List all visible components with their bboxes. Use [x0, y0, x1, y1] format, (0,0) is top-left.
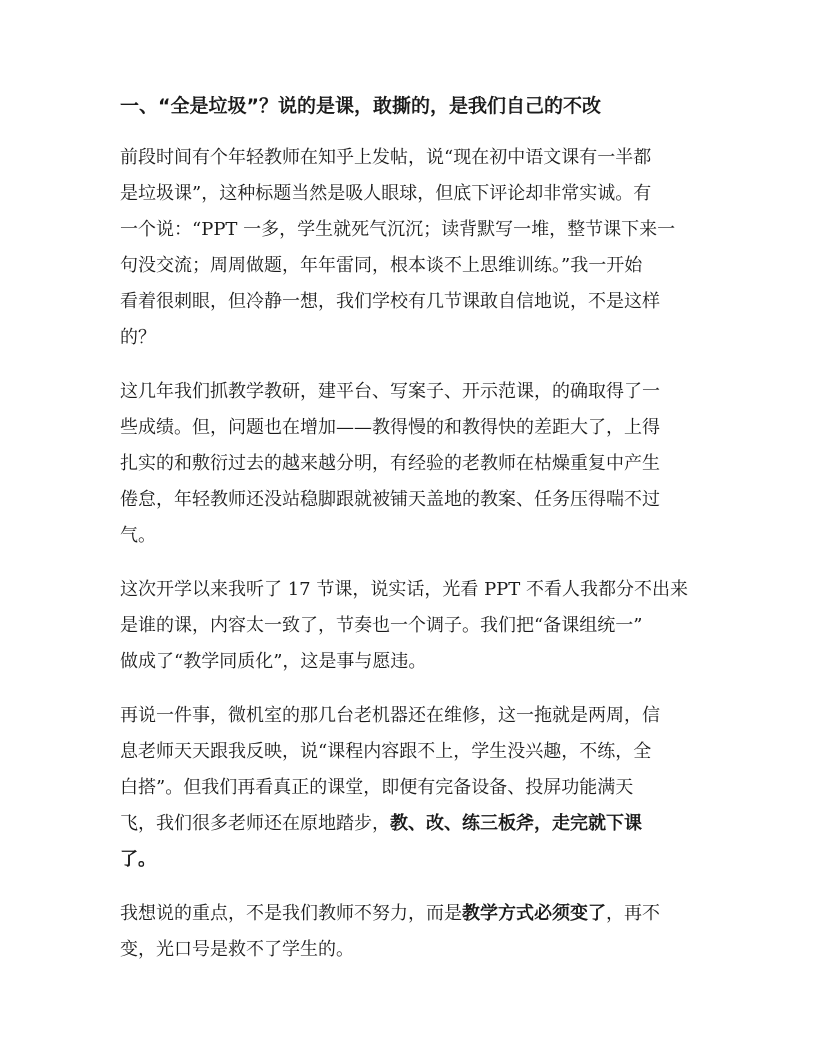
paragraph-2 — [120, 374, 700, 554]
paragraph-5 — [120, 896, 700, 968]
paragraph-line: 的？ — [120, 327, 156, 348]
paragraph-line: 这几年我们抓教学教研，建平台、写案子、开示范课，的确取得了一 — [120, 381, 660, 402]
paragraph-line: 变，光口号是救不了学生的。 — [120, 939, 354, 960]
paragraph-line: 气。 — [120, 525, 156, 546]
paragraph-4 — [120, 698, 700, 878]
paragraph-text: 飞，我们很多老师还在原地踏步， — [120, 813, 390, 834]
paragraph-line: 息老师天天跟我反映，说“课程内容跟不上，学生没兴趣，不练，全 — [120, 741, 652, 762]
paragraph-line: 做成了“教学同质化”，这是事与愿违。 — [120, 651, 427, 672]
paragraph-text: ，再不 — [606, 903, 660, 924]
document-page — [120, 88, 700, 986]
paragraph-line: 是谁的课，内容太一致了，节奏也一个调子。我们把“备课组统一” — [120, 615, 643, 636]
emphasis-text: 教学方式必须变了 — [462, 903, 606, 924]
section-heading: 一、“全是垃圾”？说的是课，敢撕的，是我们自己的不改 — [120, 95, 601, 117]
paragraph-line: 白搭”。但我们再看真正的课堂，即便有完备设备、投屏功能满天 — [120, 777, 634, 798]
paragraph-line: 些成绩。但，问题也在增加——教得慢的和教得快的差距大了，上得 — [120, 417, 660, 438]
paragraph-line: 倦怠，年轻教师还没站稳脚跟就被铺天盖地的教案、任务压得喘不过 — [120, 489, 660, 510]
paragraph-line: 看着很刺眼，但冷静一想，我们学校有几节课敢自信地说，不是这样 — [120, 291, 660, 312]
paragraph-line: 这次开学以来我听了 17 节课，说实话，光看 PPT 不看人我都分不出来 — [120, 579, 689, 600]
emphasis-text: 了。 — [120, 849, 156, 870]
paragraph-line: 再说一件事，微机室的那几台老机器还在维修，这一拖就是两周，信 — [120, 705, 660, 726]
paragraph-line: 一个说：“PPT 一多，学生就死气沉沉；读背默写一堆，整节课下来一 — [120, 219, 676, 240]
paragraph-line: 扎实的和敷衍过去的越来越分明，有经验的老教师在枯燥重复中产生 — [120, 453, 660, 474]
emphasis-text: 教、改、练三板斧，走完就下课 — [390, 813, 642, 834]
paragraph-text: 我想说的重点，不是我们教师不努力，而是 — [120, 903, 462, 924]
paragraph-line: 句没交流；周周做题，年年雷同，根本谈不上思维训练。”我一开始 — [120, 255, 643, 276]
paragraph-3 — [120, 572, 700, 680]
paragraph-1 — [120, 140, 700, 356]
paragraph-line: 前段时间有个年轻教师在知乎上发帖，说“现在初中语文课有一半都 — [120, 147, 652, 168]
paragraph-line: 是垃圾课”，这种标题当然是吸人眼球，但底下评论却非常实诚。有 — [120, 183, 652, 204]
paragraph-line — [120, 806, 700, 842]
paragraph-line — [120, 896, 700, 932]
